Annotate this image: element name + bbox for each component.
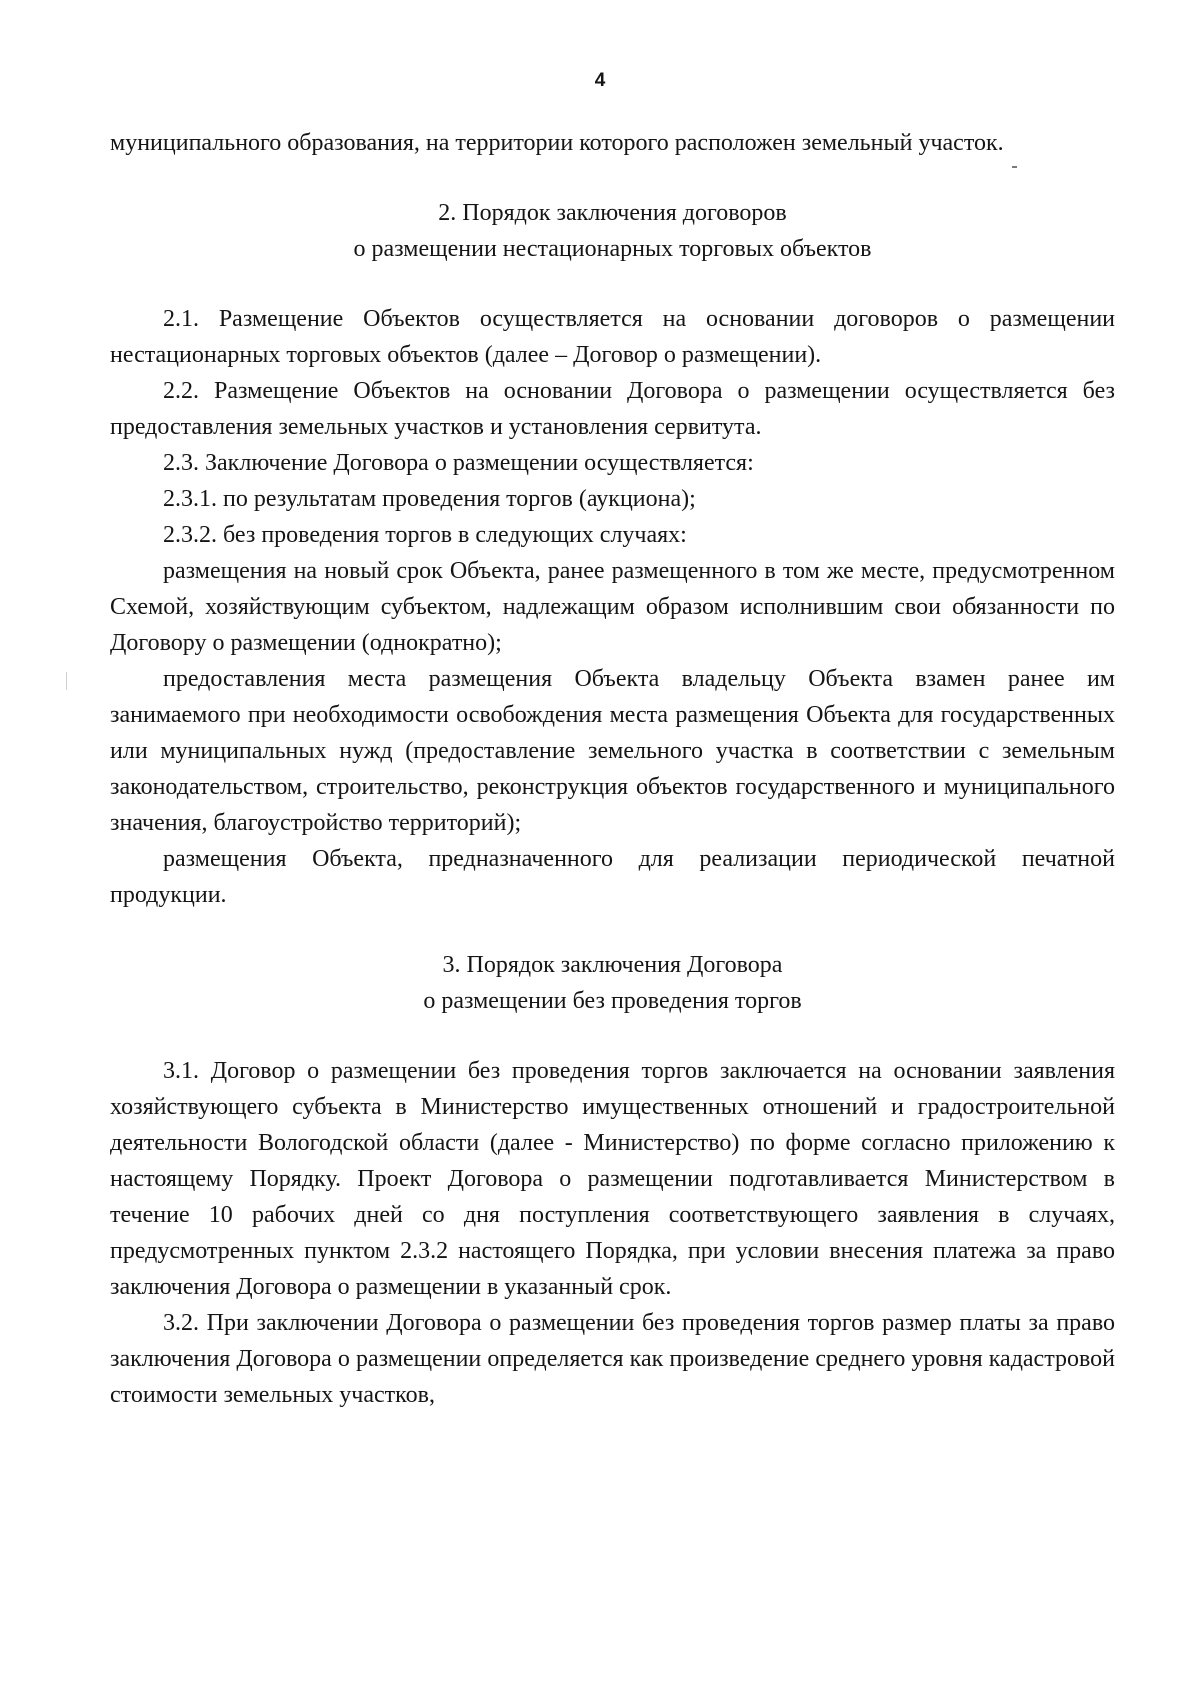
paragraph-2-3-1: 2.3.1. по результатам проведения торгов (аукциона); <box>163 486 696 512</box>
paragraph-3-1: 3.1. Договор о размещении без проведения торгов заключается на основании заявления хозяйствующего субъекта в Министерство имущественных отношений и градостроительной деятельности Вологодской области (далее - Министерство) по форме согласно приложению к настоящему Порядку. Проект Договора о размещении подготавливается Министерством в течение 10 рабочих дней со дня поступления соответствующего заявления в случаях, предусмотренных пунктом 2.3.2 настоящего Порядка, при условии внесения платежа за право заключения Договора о размещении в указанный срок. <box>110 1058 1115 1300</box>
section-2-heading-line-1: 2. Порядок заключения договоров <box>438 200 787 226</box>
section-3-heading <box>110 947 1115 1019</box>
case-renewal: размещения на новый срок Объекта, ранее размещенного в том же месте, предусмотренном Схемой, хозяйствующим субъектом, надлежащим образом исполнившим свои обязанности по Договору о размещении (однократно); <box>110 558 1115 656</box>
paragraph-2-2: 2.2. Размещение Объектов на основании Договора о размещении осуществляется без предоставления земельных участков и установления сервитута. <box>110 378 1115 440</box>
section-2-heading-line-2: о размещении нестационарных торговых объектов <box>353 236 872 262</box>
paragraph-3-2: 3.2. При заключении Договора о размещении без проведения торгов размер платы за право заключения Договора о размещении определяется как произведение среднего уровня кадастровой стоимости земельных участков, <box>110 1310 1115 1408</box>
page-number: 4 <box>594 70 606 91</box>
intro-paragraph: муниципального образования, на территории которого расположен земельный участок. <box>110 130 1004 156</box>
case-relocation: предоставления места размещения Объекта владельцу Объекта взамен ранее им занимаемого при необходимости освобождения места размещения Объекта для государственных или муниципальных нужд (предоставление земельного участка в соответствии с земельным законодательством, строительство, реконструкция объектов государственного и муниципального значения, благоустройство территорий); <box>110 666 1115 836</box>
section-2-heading <box>110 195 1115 267</box>
case-periodicals: размещения Объекта, предназначенного для реализации периодической печатной продукции. <box>110 846 1115 908</box>
paragraph-2-3-2: 2.3.2. без проведения торгов в следующих случаях: <box>163 522 687 548</box>
section-3-heading-line-1: 3. Порядок заключения Договора <box>442 952 783 978</box>
scan-margin-mark <box>66 672 67 690</box>
paragraph-2-1: 2.1. Размещение Объектов осуществляется на основании договоров о размещении нестационарных торговых объектов (далее – Договор о размещении). <box>110 306 1115 368</box>
paragraph-2-3: 2.3. Заключение Договора о размещении осуществляется: <box>163 450 754 476</box>
document-body <box>110 125 1115 1413</box>
section-3-heading-line-2: о размещении без проведения торгов <box>423 988 802 1014</box>
